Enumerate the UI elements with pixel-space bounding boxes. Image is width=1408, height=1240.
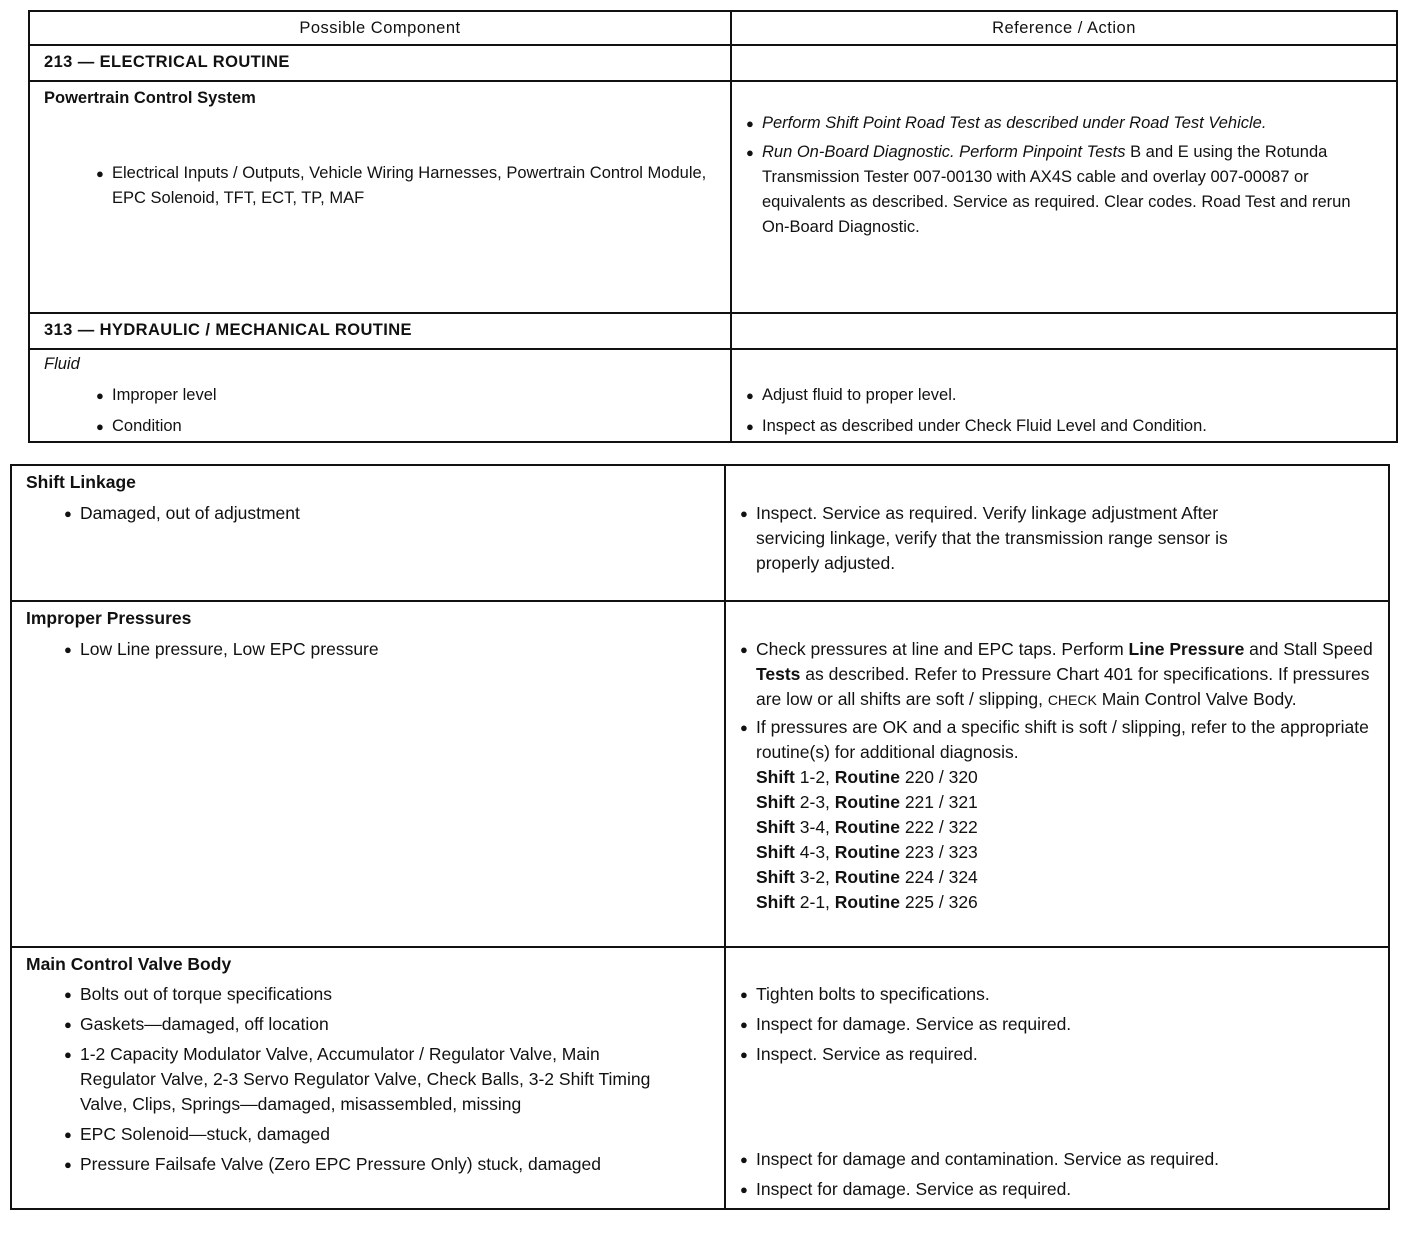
category-title: Powertrain Control System xyxy=(44,89,256,107)
list-item xyxy=(64,1012,710,1037)
column-header-component: Possible Component xyxy=(29,11,731,45)
shift-routine-list xyxy=(740,765,1374,915)
shift-routine-line: Shift 3-4, Routine 222 / 322 xyxy=(756,817,978,837)
component-text: Gaskets—damaged, off location xyxy=(80,1014,329,1034)
routine-empty-cell xyxy=(731,313,1397,349)
action-text: Tighten bolts to specifications. xyxy=(756,984,990,1004)
routine-row-hydraulic xyxy=(29,313,1397,349)
action-text-rest: B and E using the Rotunda Transmission Tester 007-00130 with AX4S cable and overlay 007-00087 or equivalents as described. Service as required. Clear codes. Road Test and rerun On-Board Diagnostic. xyxy=(762,143,1351,236)
bullet-icon: ● xyxy=(746,116,754,131)
action-text: Perform Shift Point Road Test as described under Road Test Vehicle. xyxy=(762,114,1267,132)
bullet-icon: ● xyxy=(64,987,72,1002)
bullet-icon: ● xyxy=(96,388,104,403)
list-item xyxy=(96,161,716,211)
list-item xyxy=(64,637,710,662)
component-text: Improper level xyxy=(112,386,217,404)
shift-routine-line: Shift 2-1, Routine 225 / 326 xyxy=(756,892,978,912)
list-item xyxy=(96,383,716,408)
bullet-icon: ● xyxy=(740,506,748,521)
diagnosis-table-upper xyxy=(28,10,1398,443)
list-item xyxy=(64,982,710,1007)
action-text: Check pressures at line and EPC taps. Perform Line Pressure and Stall Speed Tests as described. Refer to Pressure Chart 401 for specifications. If pressures are low or all shifts are soft / slipping, CHECK Main Control Valve Body. xyxy=(756,639,1373,709)
bullet-icon: ● xyxy=(740,720,748,735)
list-item xyxy=(740,982,1374,1007)
table-row xyxy=(29,81,1397,313)
bullet-icon: ● xyxy=(740,987,748,1002)
bullet-icon: ● xyxy=(740,1152,748,1167)
bullet-icon: ● xyxy=(740,1017,748,1032)
component-cell xyxy=(11,465,725,601)
bullet-icon: ● xyxy=(64,1017,72,1032)
action-cell xyxy=(731,349,1397,442)
routine-row-electrical xyxy=(29,45,1397,81)
list-item xyxy=(64,1042,710,1117)
shift-routine-line: Shift 1-2, Routine 220 / 320 xyxy=(756,767,978,787)
category-title: Fluid xyxy=(44,355,80,373)
list-item xyxy=(64,1152,710,1177)
diagnosis-table-lower xyxy=(10,464,1390,1210)
category-title: Improper Pressures xyxy=(26,608,192,628)
bullet-icon: ● xyxy=(64,1047,72,1062)
action-text: If pressures are OK and a specific shift is soft / slipping, refer to the appropriate routine(s) for additional diagnosis. xyxy=(756,717,1369,762)
category-title: Shift Linkage xyxy=(26,472,136,492)
list-item xyxy=(740,1042,1374,1142)
list-item xyxy=(746,414,1382,439)
component-text: 1-2 Capacity Modulator Valve, Accumulator / Regulator Valve, Main Regulator Valve, 2-3 Servo Regulator Valve, Check Balls, 3-2 Shift Timing Valve, Clips, Springs—damaged, misassembled, missing xyxy=(80,1044,651,1114)
bullet-icon: ● xyxy=(64,506,72,521)
table-header-row xyxy=(29,11,1397,45)
bullet-icon: ● xyxy=(740,1182,748,1197)
action-text: Inspect for damage. Service as required. xyxy=(756,1014,1072,1034)
routine-title-hydraulic: 313 — HYDRAULIC / MECHANICAL ROUTINE xyxy=(29,313,731,349)
list-item xyxy=(740,1147,1374,1172)
action-text: Inspect. Service as required. Verify linkage adjustment After servicing linkage, verify that the transmission range sensor is properly adjusted. xyxy=(756,503,1228,573)
list-item xyxy=(746,111,1382,136)
list-item xyxy=(64,1122,710,1147)
column-header-action: Reference / Action xyxy=(731,11,1397,45)
list-item xyxy=(746,383,1382,408)
table-row xyxy=(29,349,1397,442)
bullet-icon: ● xyxy=(746,145,754,160)
action-text: Adjust fluid to proper level. xyxy=(762,386,957,404)
category-title: Main Control Valve Body xyxy=(26,954,232,974)
component-cell xyxy=(11,947,725,1209)
component-text: Bolts out of torque specifications xyxy=(80,984,332,1004)
bullet-icon: ● xyxy=(740,1047,748,1062)
bullet-icon: ● xyxy=(64,642,72,657)
action-text: Inspect. Service as required. xyxy=(756,1044,978,1064)
bullet-icon: ● xyxy=(96,166,104,181)
action-text xyxy=(762,140,1382,240)
bullet-icon: ● xyxy=(740,642,748,657)
list-item xyxy=(740,501,1374,576)
component-cell xyxy=(11,601,725,947)
action-cell xyxy=(725,465,1389,601)
component-text: Pressure Failsafe Valve (Zero EPC Pressure Only) stuck, damaged xyxy=(80,1154,601,1174)
bullet-icon: ● xyxy=(96,419,104,434)
table-row xyxy=(11,947,1389,1209)
list-item xyxy=(746,140,1382,240)
list-item xyxy=(64,501,710,526)
list-item xyxy=(740,1012,1374,1037)
table-row xyxy=(11,465,1389,601)
component-cell xyxy=(29,81,731,313)
component-cell xyxy=(29,349,731,442)
bullet-icon: ● xyxy=(64,1157,72,1172)
routine-title-electrical: 213 — ELECTRICAL ROUTINE xyxy=(29,45,731,81)
component-text: Low Line pressure, Low EPC pressure xyxy=(80,639,379,659)
action-text: Inspect for damage and contamination. Service as required. xyxy=(756,1149,1220,1169)
list-item xyxy=(740,637,1374,713)
shift-routine-line: Shift 4-3, Routine 223 / 323 xyxy=(756,842,978,862)
table-row xyxy=(11,601,1389,947)
component-text: Damaged, out of adjustment xyxy=(80,503,300,523)
component-text: Condition xyxy=(112,417,182,435)
action-text: Inspect for damage. Service as required. xyxy=(756,1179,1072,1199)
action-text-italic: Run On-Board Diagnostic. Perform Pinpoint Tests xyxy=(762,143,1126,161)
action-cell xyxy=(731,81,1397,313)
bullet-icon: ● xyxy=(64,1127,72,1142)
list-item xyxy=(740,1177,1374,1202)
action-cell xyxy=(725,947,1389,1209)
action-cell xyxy=(725,601,1389,947)
shift-routine-line: Shift 3-2, Routine 224 / 324 xyxy=(756,867,978,887)
action-text: Inspect as described under Check Fluid Level and Condition. xyxy=(762,417,1207,435)
routine-empty-cell xyxy=(731,45,1397,81)
list-item xyxy=(96,414,716,439)
bullet-icon: ● xyxy=(746,419,754,434)
component-text: EPC Solenoid—stuck, damaged xyxy=(80,1124,330,1144)
component-text: Electrical Inputs / Outputs, Vehicle Wiring Harnesses, Powertrain Control Module, EPC Solenoid, TFT, ECT, TP, MAF xyxy=(112,164,707,207)
shift-routine-line: Shift 2-3, Routine 221 / 321 xyxy=(756,792,978,812)
list-item xyxy=(740,715,1374,765)
bullet-icon: ● xyxy=(746,388,754,403)
